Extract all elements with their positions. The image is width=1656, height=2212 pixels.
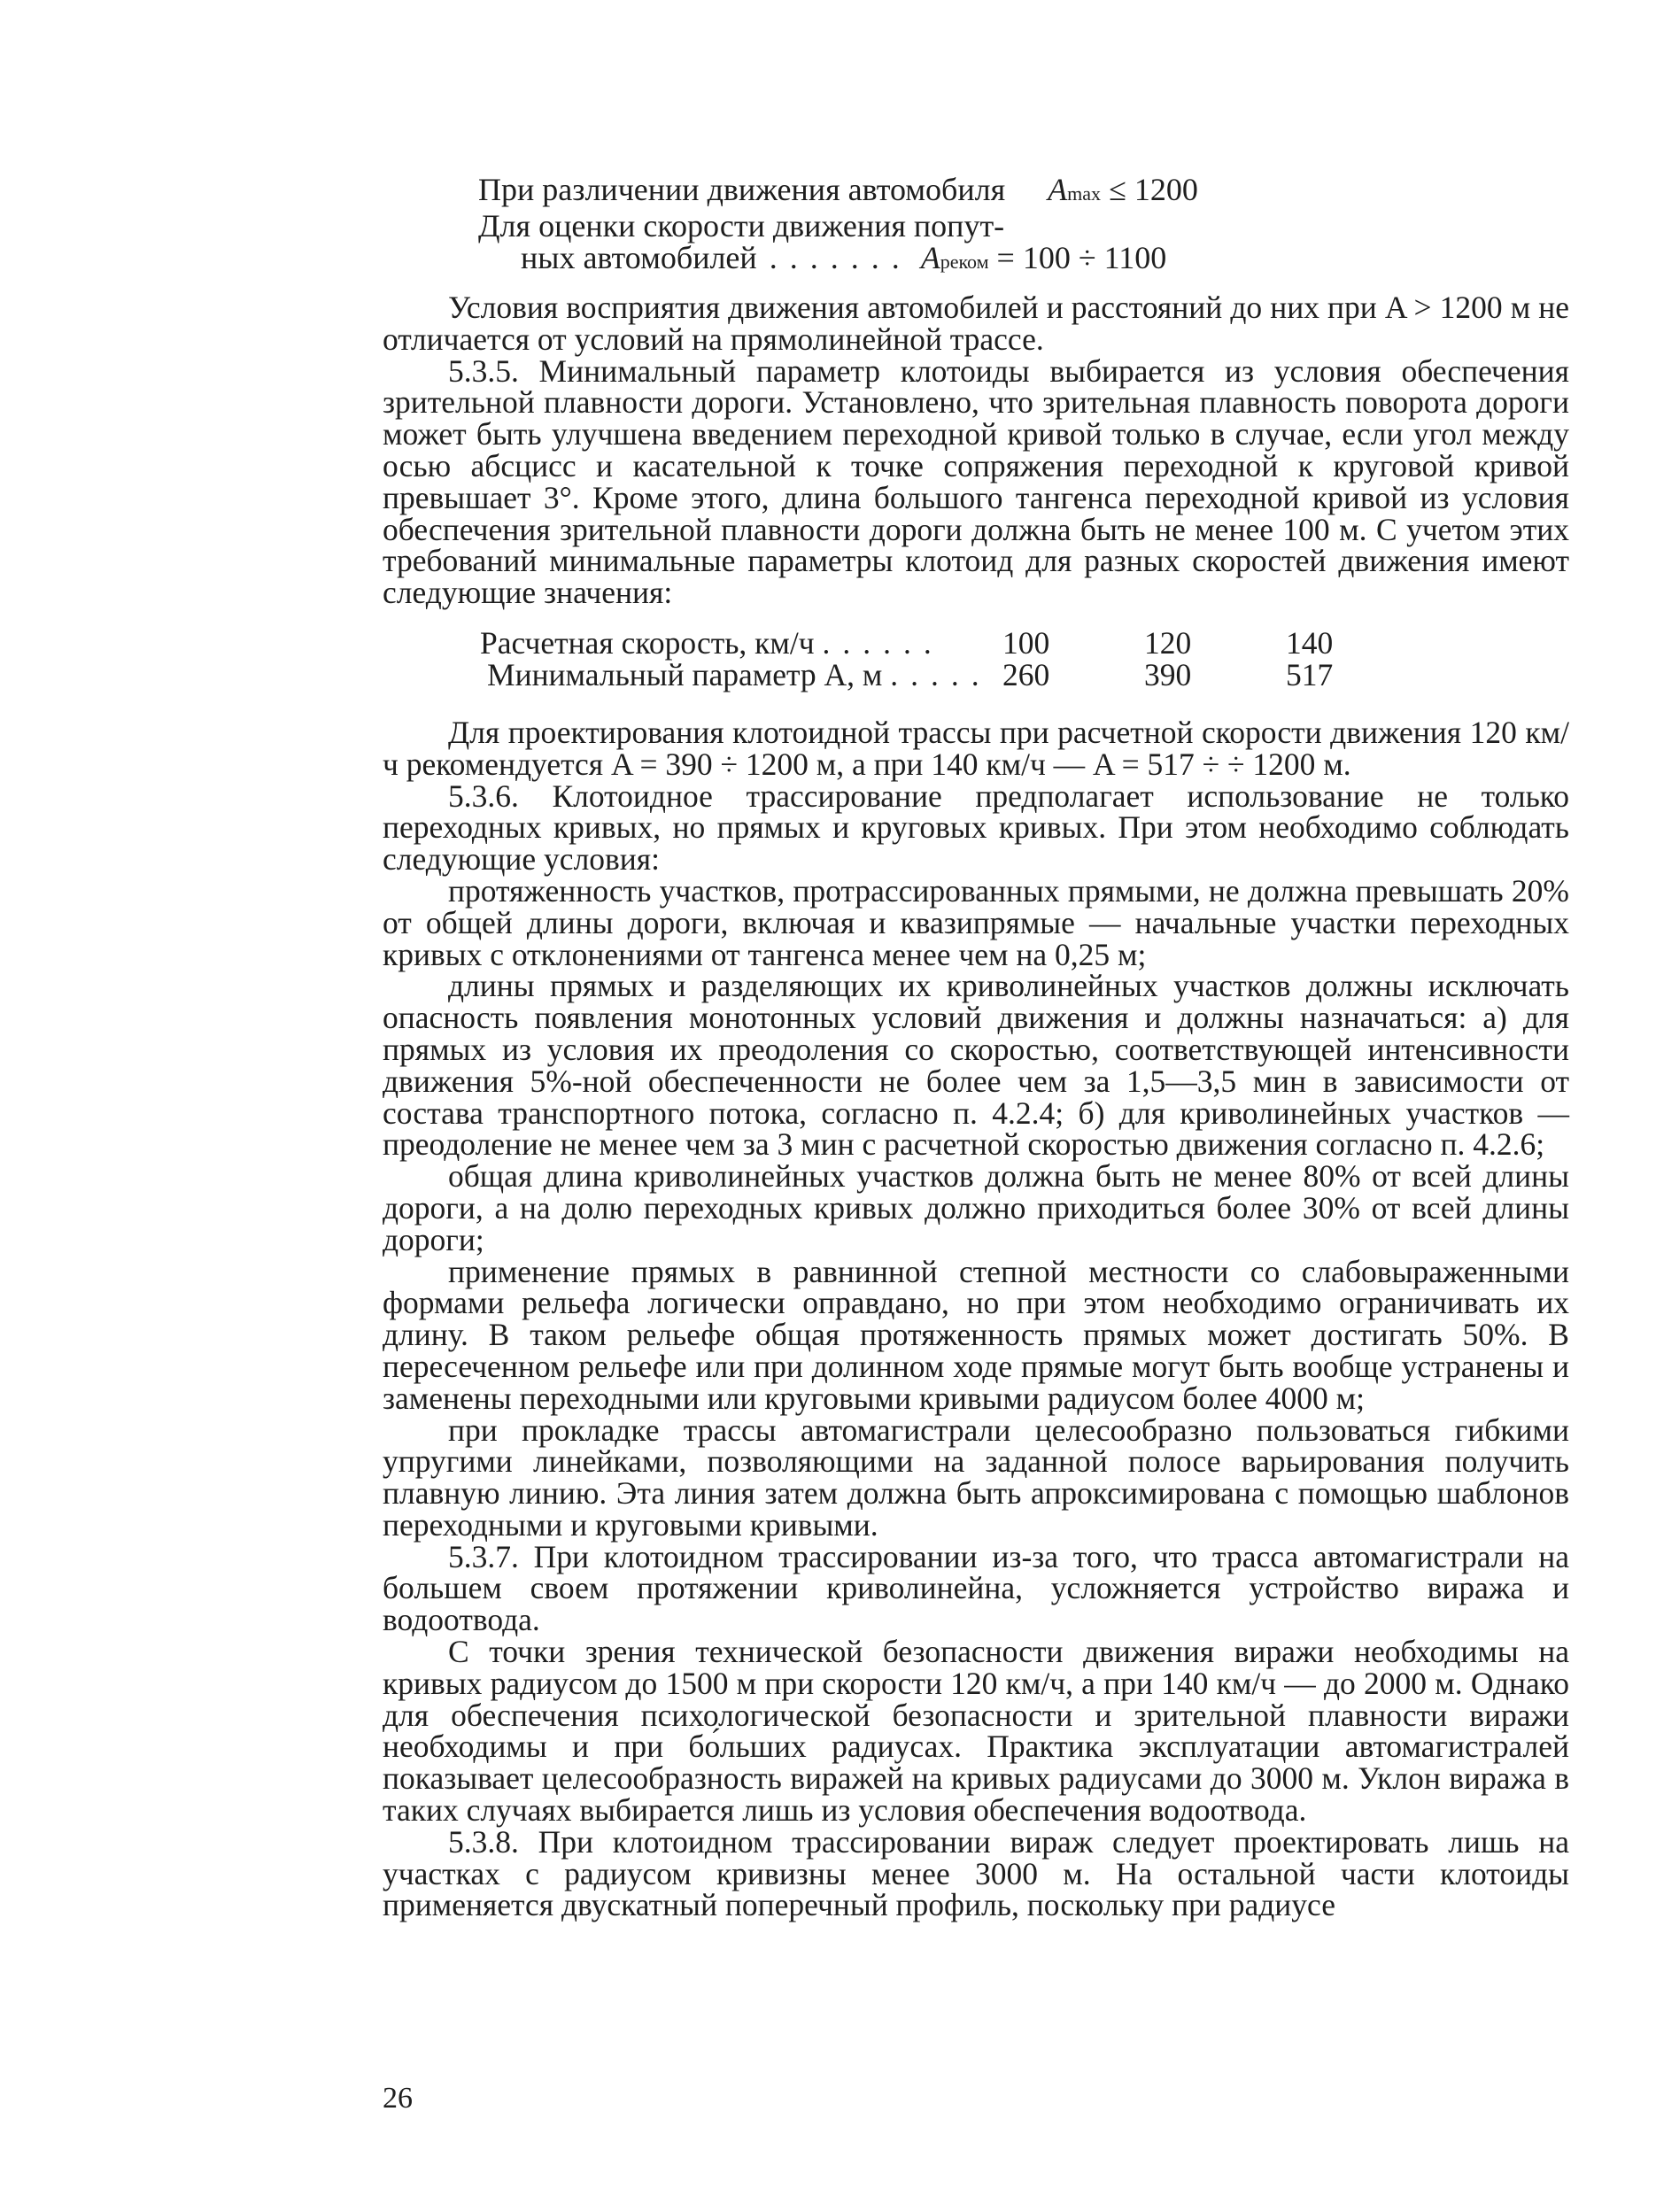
body-text (383, 292, 1569, 1922)
speeds-row-2-value: 260 (1002, 656, 1050, 692)
speeds-row-1-dots: ...... (822, 624, 944, 661)
page-number: 26 (383, 2082, 413, 2115)
speeds-row-2-dots: ..... (890, 656, 992, 692)
paragraph-5-3-5: 5.3.5. Минимальный параметр клотоиды выбирается из условия обеспечения зрительной плавности дороги. Установлено, что зрительная плавность поворота дороги может быть улучшена введением переходной кривой только в случае, если угол между осью абсцисс и касательной к точке сопряжения переходной к круговой кривой превышает 3°. Кроме этого, длина большого тангенса переходной кривой из условия обеспечения зрительной плавности дороги должна быть не менее 100 м. С учетом этих требований минимальные параметры клотоид для разных скоростей движения имеют следующие значения: (383, 352, 1569, 611)
criteria-row-1-symbol: A (1048, 172, 1068, 207)
speeds-row-1-label-text: Расчетная скорость, км/ч (480, 624, 815, 661)
criteria-row-3-value (917, 242, 1167, 278)
condition-4: применение прямых в равнинной степной местности со слабовыраженными формами рельефа логически оправдано, но при этом необходимо ограничивать их длину. В таком рельефе общая протяженность прямых может достигать 50%. В пересеченном рельефе или при долинном ходе прямые могут быть вообще устранены и заменены переходными или круговыми кривыми радиусом более 4000 м; (383, 1253, 1569, 1416)
criteria-row-1-value (1005, 174, 1198, 210)
criteria-row-3-relation: = 100 ÷ 1100 (988, 240, 1167, 275)
paragraph-1: Условия восприятия движения автомобилей и расстояний до них при A > 1200 м не отличается от условий на прямолинейной трассе. (383, 290, 1569, 357)
criteria-row-3 (478, 242, 1505, 278)
speeds-row-1-label (383, 624, 1002, 661)
paragraph-safety: С точки зрения технической безопасности движения виражи необходимы на кривых радиусом до 1500 м при скорости 120 км/ч, а при 140 км/ч — до 2000 м. Однако для обеспечения психологической безопасности и зрительной плавности виражи необходимы и при бо́льших радиусах. Практика эксплуатации автомагистралей показывает целесообразность виражей на кривых радиусами до 3000 м. Уклон виража в таких случаях выбирается лишь из условия обеспечения водоотвода. (383, 1634, 1569, 1829)
criteria-row-1-subscript: max (1067, 182, 1102, 205)
criteria-row-3-symbol: A (920, 240, 940, 275)
paragraph-3: Для проектирования клотоидной трассы при расчетной скорости движения 120 км/ч рекомендуется A = 390 ÷ 1200 м, а при 140 км/ч — A = 517 ÷ ÷ 1200 м. (383, 714, 1569, 782)
speeds-row-1-value: 140 (1286, 624, 1334, 661)
criteria-row-2-label: Для оценки скорости движения попут- (478, 208, 1005, 244)
criteria-row-1-relation: ≤ 1200 (1101, 172, 1198, 207)
speeds-row-1-value: 120 (1144, 624, 1192, 661)
speeds-row-2-value: 517 (1286, 656, 1334, 692)
speeds-row-1 (383, 624, 1569, 661)
criteria-row-1 (478, 174, 1505, 210)
criteria-row-2 (478, 210, 1505, 242)
paragraph-5-3-6: 5.3.6. Клотоидное трассирование предполагает использование не только переходных кривых, но прямых и круговых кривых. При этом необходимо соблюдать следующие условия: (383, 777, 1569, 878)
criteria-row-3-dots: ....... (769, 240, 912, 275)
paragraph-5-3-8: 5.3.8. При клотоидном трассировании вираж следует проектировать лишь на участках с радиусом кривизны менее 3000 м. На остальной части клотоиды применяется двускатный поперечный профиль, поскольку при радиусе (383, 1823, 1569, 1923)
condition-3: общая длина криволинейных участков должна быть не менее 80% от всей длины дороги, а на долю переходных кривых должно приходиться более 30% от всей длины дороги; (383, 1158, 1569, 1257)
criteria-row-3-subscript: реком (940, 251, 989, 273)
condition-5: при прокладке трассы автомагистрали целесообразно пользоваться гибкими упругими линейками, позволяющими на заданной полосе варьирования получить плавную линию. Эта линия затем должна быть апроксимирована с помощью шаблонов переходными и круговыми кривыми. (383, 1412, 1569, 1543)
speeds-row-2-label (383, 656, 1002, 692)
criteria-list (478, 174, 1505, 278)
condition-2: длины прямых и разделяющих их криволинейных участков должны исключать опасность появления монотонных условий движения и должны назначаться: а) для прямых из условия их преодоления со скоростью, соответствующей интенсивности движения 5%-ной обеспеченности не более чем за 1,5—3,5 мин в зависимости от состава транспортного потока, согласно п. 4.2.4; б) для криволинейных участков — преодоление не менее чем за 3 мин с расчетной скоростью движения согласно п. 4.2.6; (383, 968, 1569, 1163)
speeds-row-1-value: 100 (1002, 624, 1050, 661)
speeds-row-2-label-text: Минимальный параметр A, м (487, 656, 883, 692)
condition-1: протяженность участков, протрассированных прямыми, не должна превышать 20% от общей длины дороги, включая и квазипрямые — начальные участки переходных кривых с отклонениями от тангенса менее чем на 0,25 м; (383, 872, 1569, 972)
speeds-row-2-value: 390 (1144, 656, 1192, 692)
speeds-row-2 (383, 656, 1569, 692)
criteria-row-1-label: При различении движения автомобиля (478, 172, 1006, 207)
speeds-table (383, 624, 1569, 692)
criteria-row-3-label: ных автомобилей (521, 240, 757, 275)
paragraph-5-3-7: 5.3.7. При клотоидном трассировании из-за того, что трасса автомагистрали на большем своем протяжении криволинейна, усложняется устройство виража и водоотвода. (383, 1538, 1569, 1638)
